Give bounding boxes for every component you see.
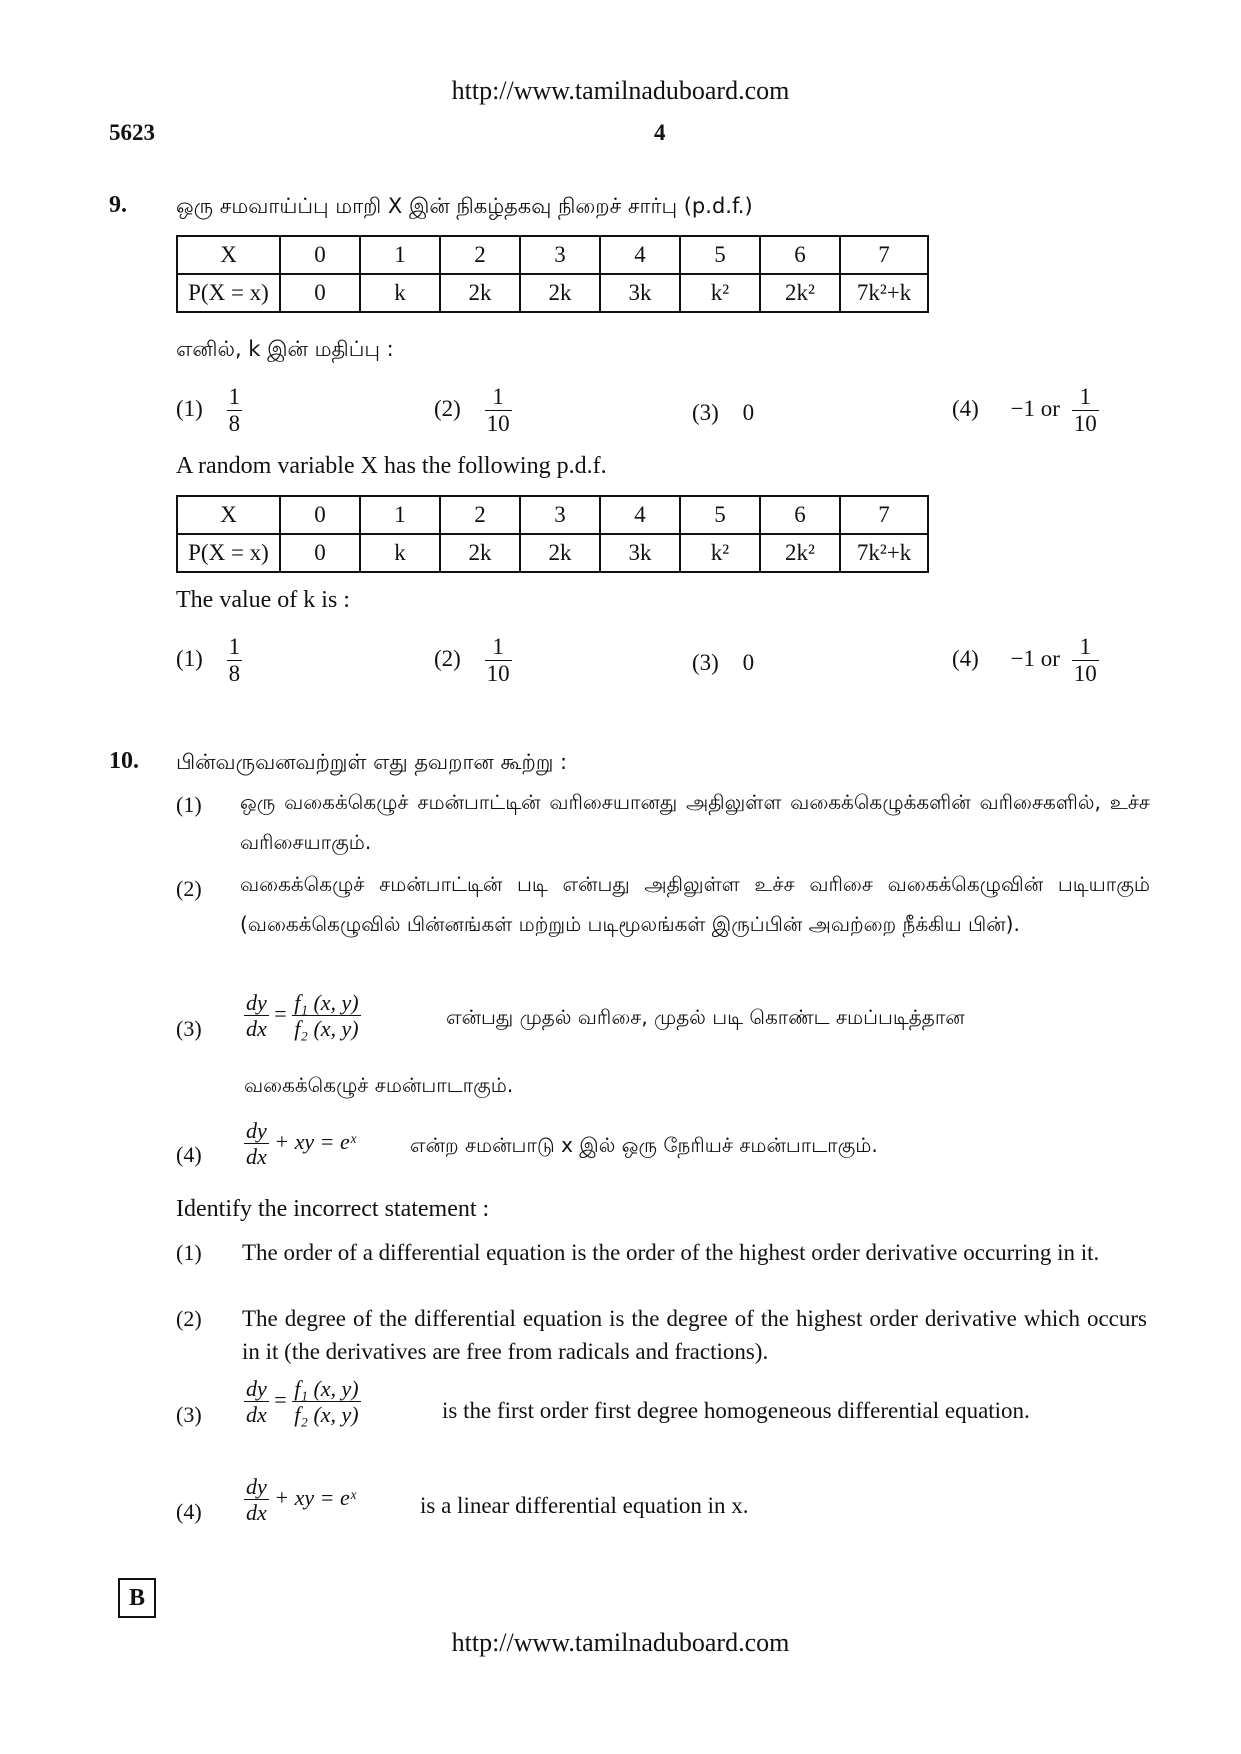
fraction [244, 1376, 269, 1428]
table-cell: 2k [520, 534, 600, 572]
q9-option-4[interactable] [952, 384, 1099, 438]
q10-en-statement-2[interactable]: The degree of the differential equation is the degree of the highest order derivative which occurs in it (the derivatives are free from radicals and fractions). [242, 1306, 1147, 1364]
q10-en-label-3: (3) [176, 1402, 202, 1427]
q10-ta-label-2: (2) [176, 876, 202, 901]
fraction [244, 990, 269, 1042]
fraction [292, 990, 360, 1042]
option-prefix: −1 or [1010, 396, 1060, 422]
table-row [177, 534, 928, 572]
q10-en-statement-1[interactable]: The order of a differential equation is the order of the highest order derivative occurring in it. [242, 1240, 1100, 1265]
q10-ta-statement-1[interactable]: ஒரு வகைக்கெழுச் சமன்பாட்டின் வரிசையானது அதிலுள்ள வகைக்கெழுக்களின் வரிசைகளில், உச்ச வரிசையாகும். [240, 790, 1150, 854]
footer-url[interactable]: http://www.tamilnaduboard.com [451, 1628, 790, 1657]
q10-tamil-question: பின்வருவனவற்றுள் எது தவறான கூற்று : [176, 750, 568, 774]
q10-ta-equation-4 [244, 1118, 356, 1170]
table-cell: P(X = x) [177, 534, 280, 572]
q9-option-1-en[interactable] [176, 634, 242, 688]
q9-tamil-prompt: எனில், k இன் மதிப்பு : [176, 337, 394, 361]
fraction-numerator: 1 [227, 384, 243, 411]
table-row [177, 496, 928, 534]
q10-en-label-1: (1) [176, 1240, 202, 1265]
booklet-code-box: B [118, 1578, 156, 1618]
option-label: (2) [434, 646, 461, 672]
fraction [292, 1376, 360, 1428]
q10-en-statement-4[interactable]: is a linear differential equation in x. [420, 1493, 749, 1518]
table-cell: 0 [280, 496, 360, 534]
fraction [227, 634, 243, 688]
table-cell: X [177, 236, 280, 274]
table-cell: P(X = x) [177, 274, 280, 312]
fraction-denominator: 8 [228, 661, 241, 687]
option-label: (4) [952, 396, 979, 422]
table-cell: 3 [520, 496, 600, 534]
table-cell: 2 [440, 236, 520, 274]
fraction-numerator: f₁ (x, y) [294, 1376, 359, 1401]
table-row [177, 236, 928, 274]
equation-rhs: + xy = eˣ [274, 1484, 356, 1510]
q10-ta-statement-3[interactable]: என்பது முதல் வரிசை, முதல் படி கொண்ட சமப்படித்தான [446, 1005, 965, 1029]
q9-option-1[interactable] [176, 384, 242, 438]
table-cell: 2 [440, 496, 520, 534]
table-cell: 7k²+k [840, 274, 928, 312]
table-cell: 7 [840, 496, 928, 534]
fraction [485, 384, 512, 438]
table-cell: 7 [840, 236, 928, 274]
fraction [1072, 634, 1099, 688]
q10-ta-label-3: (3) [176, 1016, 202, 1041]
fraction-numerator: 1 [1072, 634, 1099, 661]
paper-code: 5623 [109, 120, 155, 145]
table-cell: 2k [440, 534, 520, 572]
q10-ta-statement-4[interactable]: என்ற சமன்பாடு x இல் ஒரு நேரியச் சமன்பாடாகும். [410, 1133, 878, 1157]
table-cell: k² [680, 274, 760, 312]
q10-en-equation-4 [244, 1474, 356, 1526]
fraction-denominator: dx [246, 1402, 267, 1428]
option-value: 0 [742, 650, 755, 675]
question-number-9: 9. [109, 192, 127, 218]
fraction-numerator: 1 [227, 634, 243, 661]
table-cell: 7k²+k [840, 534, 928, 572]
table-cell: k² [680, 534, 760, 572]
fraction-numerator: 1 [485, 384, 512, 411]
table-cell: 0 [280, 534, 360, 572]
q10-en-label-4: (4) [176, 1499, 202, 1524]
q9-pdf-table-english [176, 495, 929, 573]
table-cell: 0 [280, 236, 360, 274]
q10-en-label-2: (2) [176, 1306, 202, 1331]
table-cell: k [360, 274, 440, 312]
q9-option-3[interactable] [692, 400, 754, 426]
fraction-numerator: dy [246, 990, 267, 1015]
option-label: (4) [952, 646, 979, 672]
q9-option-2[interactable] [434, 384, 512, 438]
fraction [227, 384, 243, 438]
q9-option-3-en[interactable] [692, 650, 754, 676]
table-cell: 3k [600, 534, 680, 572]
q10-en-equation-3: $\frac{dy}{dx}$ = $\frac{\text{f₁ (x, y)}}{\text{f₂ (x, y)}}$ [246, 1376, 359, 1428]
option-label: (2) [434, 396, 461, 422]
table-row [177, 274, 928, 312]
fraction [244, 1118, 269, 1170]
table-cell: 6 [760, 496, 840, 534]
header-url[interactable]: http://www.tamilnaduboard.com [451, 76, 790, 105]
fraction-denominator: 10 [486, 661, 510, 687]
fraction-denominator: f₂ (x, y) [294, 1402, 359, 1428]
table-cell: 4 [600, 496, 680, 534]
q10-ta-statement-2[interactable]: வகைக்கெழுச் சமன்பாட்டின் படி என்பது அதிலுள்ள உச்ச வரிசை வகைக்கெழுவின் படியாகும் (வகைக்கெழுவில் பின்னங்கள் மற்றும் படிமூலங்கள் இருப்பின் அவற்றை நீக்கிய பின்). [240, 872, 1150, 936]
table-cell: k [360, 534, 440, 572]
q9-option-2-en[interactable] [434, 634, 512, 688]
table-cell: 1 [360, 236, 440, 274]
option-value: 0 [742, 400, 755, 425]
table-cell: 5 [680, 496, 760, 534]
fraction-denominator: 8 [228, 411, 241, 437]
equation-rhs: + xy = eˣ [274, 1128, 356, 1154]
page-number: 4 [654, 120, 666, 145]
table-cell: 3 [520, 236, 600, 274]
fraction-denominator: dx [246, 1500, 267, 1526]
option-label: (3) [692, 400, 719, 425]
option-label: (3) [692, 650, 719, 675]
option-prefix: −1 or [1010, 646, 1060, 672]
fraction-numerator: dy [246, 1118, 267, 1143]
table-cell: 2k² [760, 274, 840, 312]
fraction [485, 634, 512, 688]
fraction [244, 1474, 269, 1526]
option-label: (1) [176, 646, 203, 672]
table-cell: X [177, 496, 280, 534]
table-cell: 1 [360, 496, 440, 534]
fraction-numerator: f₁ (x, y) [294, 990, 359, 1015]
q9-english-prompt: The value of k is : [176, 587, 350, 613]
fraction-numerator: 1 [485, 634, 512, 661]
table-cell: 6 [760, 236, 840, 274]
table-cell: 3k [600, 274, 680, 312]
table-cell: 2k² [760, 534, 840, 572]
fraction-denominator: dx [246, 1016, 267, 1042]
table-cell: 2k [520, 274, 600, 312]
question-number-10: 10. [109, 748, 139, 774]
fraction-denominator: dx [246, 1144, 267, 1170]
q9-option-4-en[interactable] [952, 634, 1099, 688]
table-cell: 5 [680, 236, 760, 274]
q10-ta-label-1: (1) [176, 792, 202, 817]
fraction [1072, 384, 1099, 438]
q10-english-question: Identify the incorrect statement : [176, 1196, 490, 1222]
q9-pdf-table-tamil [176, 235, 929, 313]
q10-ta-statement-3-cont: வகைக்கெழுச் சமன்பாடாகும். [244, 1073, 514, 1097]
table-cell: 4 [600, 236, 680, 274]
fraction-denominator: 10 [486, 411, 510, 437]
table-cell: 0 [280, 274, 360, 312]
q9-english-question: A random variable X has the following p.d.f. [176, 453, 607, 479]
fraction-denominator: 10 [1073, 661, 1097, 687]
fraction-denominator: f₂ (x, y) [294, 1016, 359, 1042]
q10-en-statement-3[interactable]: is the first order first degree homogeneous differential equation. [442, 1398, 1030, 1423]
fraction-numerator: 1 [1072, 384, 1099, 411]
q9-tamil-question: ஒரு சமவாய்ப்பு மாறி X இன் நிகழ்தகவு நிறைச் சார்பு (p.d.f.) [176, 194, 753, 218]
fraction-numerator: dy [246, 1376, 267, 1401]
q10-ta-label-4: (4) [176, 1142, 202, 1167]
fraction-numerator: dy [246, 1474, 267, 1499]
fraction-denominator: 10 [1073, 411, 1097, 437]
option-label: (1) [176, 396, 203, 422]
table-cell: 2k [440, 274, 520, 312]
q10-ta-equation-3: $\frac{dy}{dx}$ = $\frac{\text{f₁ (x, y)}}{\text{f₂ (x, y)}}$ [246, 990, 359, 1042]
